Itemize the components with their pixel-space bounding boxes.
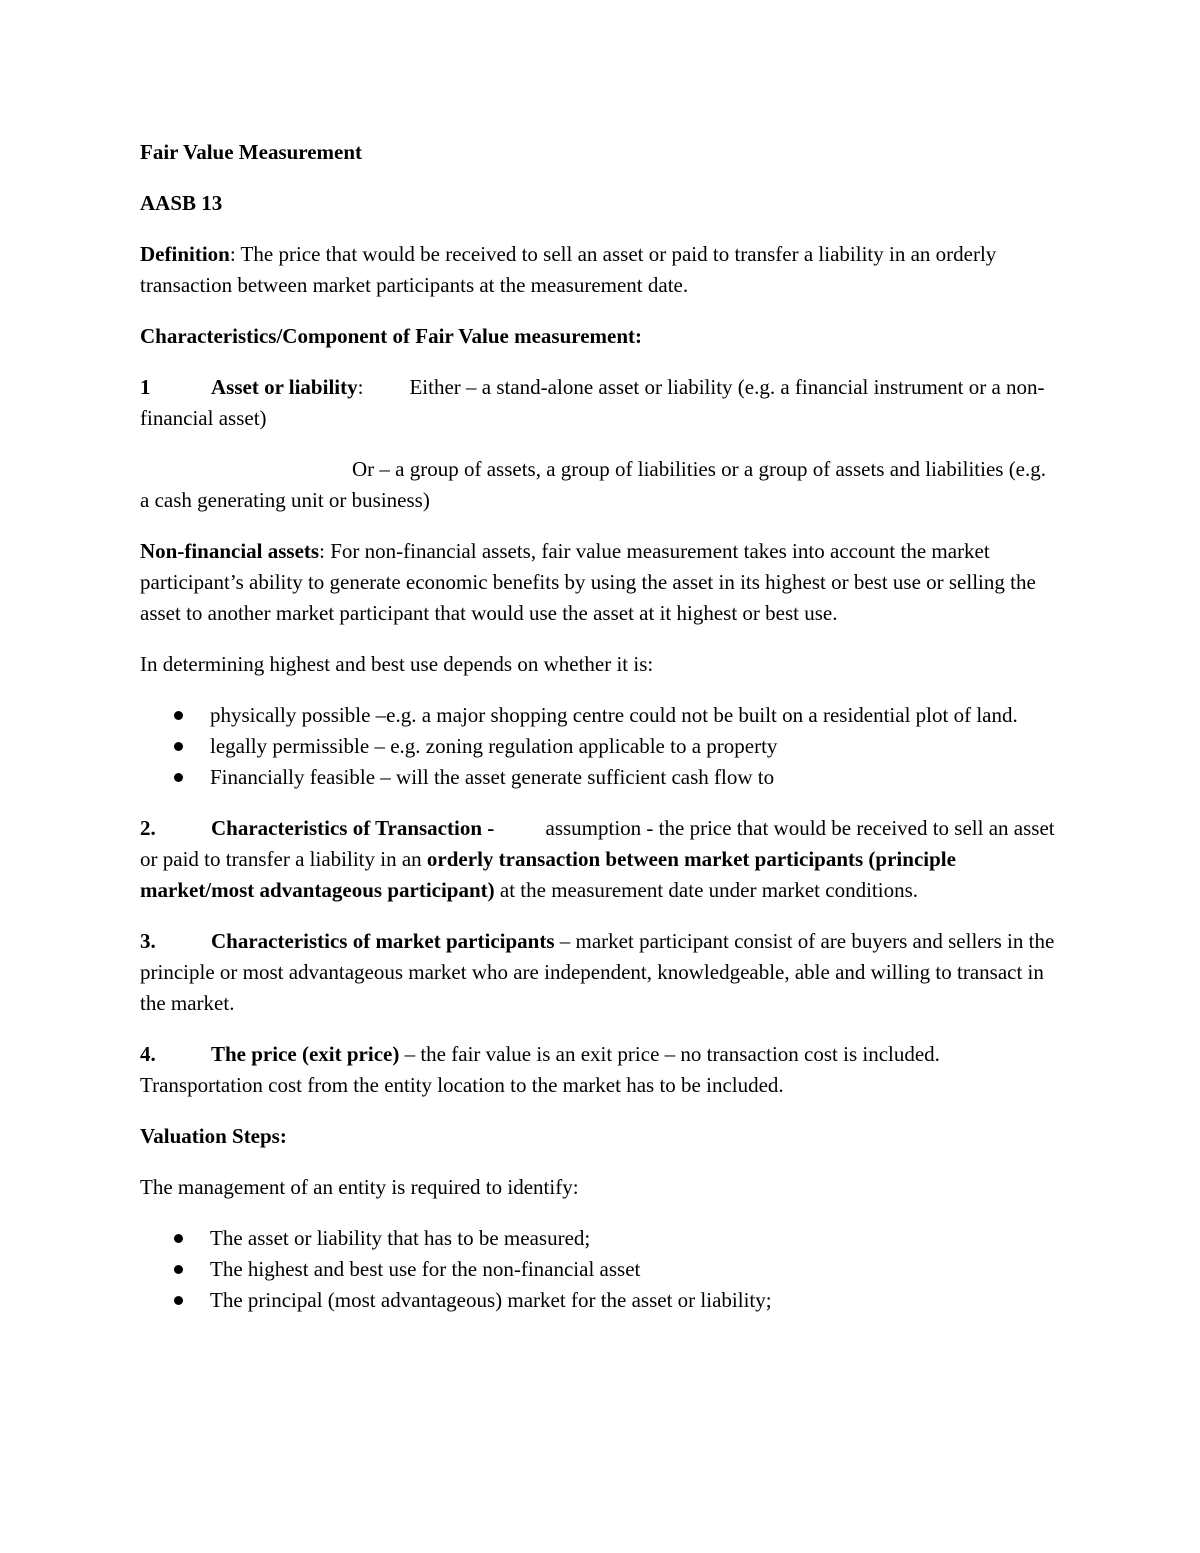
document-title: Fair Value Measurement bbox=[140, 140, 363, 164]
characteristics-heading: Characteristics/Component of Fair Value measurement: bbox=[140, 324, 642, 348]
item-3-text: – market participant consist of are buyers and sellers in the principle or most advantageous market who are independent, knowledgeable, able and willing to transact in the market. bbox=[140, 929, 1055, 1015]
standard-reference: AASB 13 bbox=[140, 191, 223, 215]
item-2-label: Characteristics of Transaction - bbox=[211, 816, 500, 840]
item-3-label: Characteristics of market participants bbox=[211, 929, 555, 953]
valuation-intro: The management of an entity is required to identify: bbox=[140, 1175, 579, 1199]
item-4-label: The price (exit price) bbox=[211, 1042, 400, 1066]
non-financial-text: For non-financial assets, fair value measurement takes into account the market participant’s ability to generate economic benefits by using the asset in its highest or best use or selling the asset to another market participant that would use the asset at it highest or best use. bbox=[140, 539, 1036, 625]
item-2-text-a: assumption - the price that would be received to sell an asset or paid to transfer a liability in an bbox=[140, 816, 1055, 871]
hbu-bullet-item: Financially feasible – will the asset generate sufficient cash flow to bbox=[140, 762, 1060, 793]
valuation-heading: Valuation Steps: bbox=[140, 1124, 287, 1148]
item-4-text: – the fair value is an exit price – no transaction cost is included. Transportation cost from the entity location to the market has to be included. bbox=[140, 1042, 940, 1097]
item-3-number: 3. bbox=[140, 929, 156, 953]
item-2-paragraph bbox=[140, 813, 1060, 906]
item-1-label: Asset or liability bbox=[211, 375, 358, 399]
hbu-bullet-item: physically possible –e.g. a major shopping centre could not be built on a residential plot of land. bbox=[140, 700, 1060, 731]
item-2-bold-text: orderly transaction between market participants (principle market/most advantageous participant) bbox=[140, 847, 956, 902]
item-4-number: 4. bbox=[140, 1042, 156, 1066]
item-1-or-text: Or – a group of assets, a group of liabilities or a group of assets and liabilities (e.g. a cash generating unit or business) bbox=[140, 457, 1047, 512]
item-1-either-text: Either – a stand-alone asset or liability (e.g. a financial instrument or a non-financial asset) bbox=[140, 375, 1045, 430]
valuation-bullet-item: The principal (most advantageous) market for the asset or liability; bbox=[140, 1285, 1060, 1316]
non-financial-separator: : bbox=[319, 539, 325, 563]
definition-label: Definition bbox=[140, 242, 230, 266]
definition-separator: : bbox=[229, 242, 236, 266]
valuation-bullet-list bbox=[140, 1223, 1060, 1316]
item-2-number: 2. bbox=[140, 816, 156, 840]
valuation-bullet-item: The asset or liability that has to be measured; bbox=[140, 1223, 1060, 1254]
item-3-paragraph bbox=[140, 926, 1060, 1019]
document-page bbox=[140, 137, 1060, 1316]
definition-text: The price that would be received to sell an asset or paid to transfer a liability in an orderly transaction between market participants at the measurement date. bbox=[140, 242, 997, 297]
item-1-or-paragraph bbox=[140, 454, 1060, 516]
valuation-bullet-item: The highest and best use for the non-financial asset bbox=[140, 1254, 1060, 1285]
item-1-separator: : bbox=[357, 375, 364, 399]
non-financial-label: Non-financial assets bbox=[140, 539, 320, 563]
hbu-intro: In determining highest and best use depends on whether it is: bbox=[140, 652, 654, 676]
item-1-number: 1 bbox=[140, 375, 151, 399]
hbu-bullet-list bbox=[140, 700, 1060, 793]
item-2-text-b: at the measurement date under market conditions. bbox=[494, 878, 919, 902]
definition-paragraph bbox=[140, 239, 1060, 301]
hbu-bullet-item: legally permissible – e.g. zoning regulation applicable to a property bbox=[140, 731, 1060, 762]
item-4-paragraph bbox=[140, 1039, 1060, 1101]
item-1-paragraph bbox=[140, 372, 1060, 434]
non-financial-paragraph bbox=[140, 536, 1060, 629]
